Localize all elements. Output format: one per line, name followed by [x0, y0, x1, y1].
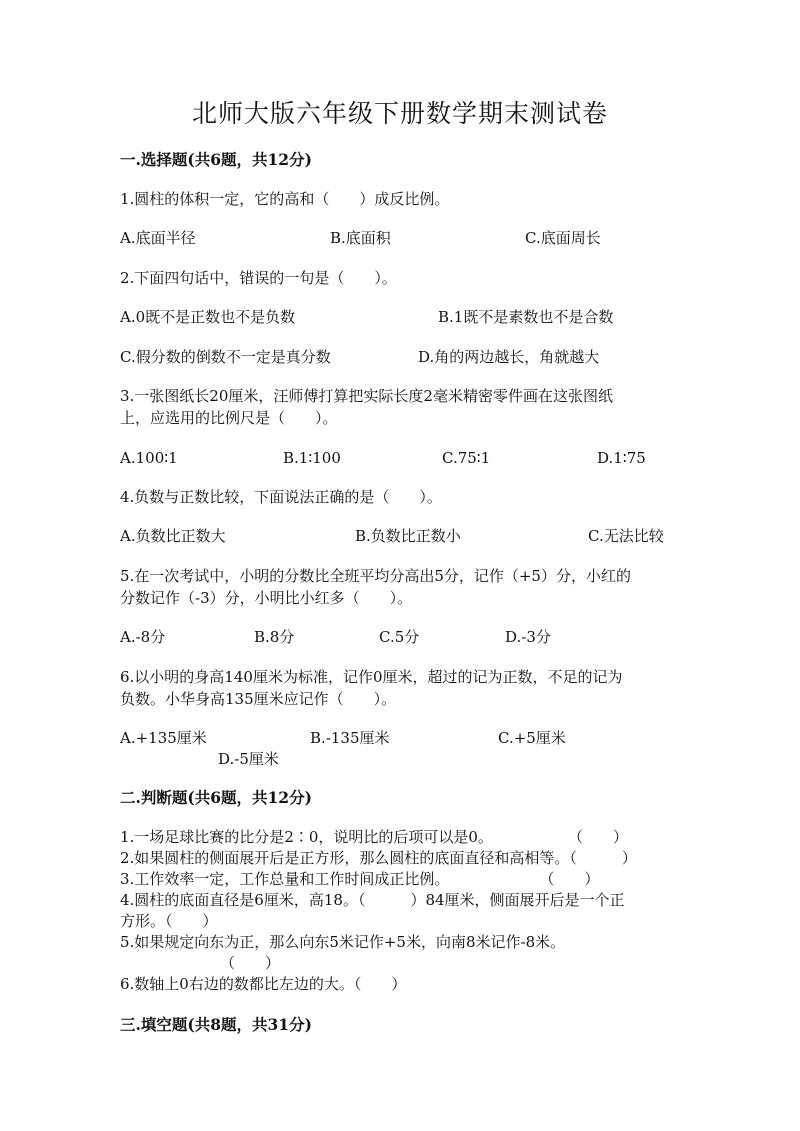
question-1-option-b: B.底面积 [330, 229, 391, 247]
judgement-item-4-line1: 4.圆柱的底面直径是6厘米，高18。（ ）84厘米，侧面展开后是一个正 [120, 891, 625, 909]
question-5-stem-line2: 分数记作（-3）分，小明比小红多（ ）。 [120, 589, 413, 607]
judgement-item-6: 6.数轴上0右边的数都比左边的大。（ ） [120, 975, 407, 993]
question-6-option-d: D.-5厘米 [218, 750, 279, 768]
page-title: 北师大版六年级下册数学期末测试卷 [191, 101, 608, 128]
judgement-item-1: 1.一场足球比赛的比分是2∶0，说明比的后项可以是0。 （ ） [120, 828, 628, 846]
question-6-stem-line2: 负数。小华身高135厘米应记作（ ）。 [120, 690, 397, 708]
question-4-option-b: B.负数比正数小 [355, 527, 461, 545]
question-5-option-a: A.-8分 [120, 628, 166, 646]
question-1-option-c: C.底面周长 [525, 229, 601, 247]
question-5-stem-line1: 5.在一次考试中，小明的分数比全班平均分高出5分，记作（+5）分，小红的 [120, 567, 631, 585]
section-heading-judgement: 二.判断题(共6题，共12分) [120, 788, 312, 807]
section-heading-fill-in: 三.填空题(共8题，共31分) [120, 1015, 312, 1034]
question-2-option-b: B.1既不是素数也不是合数 [438, 308, 614, 326]
question-5-option-c: C.5分 [379, 628, 420, 646]
question-2-option-c: C.假分数的倒数不一定是真分数 [120, 348, 331, 366]
section-heading-choice: 一.选择题(共6题，共12分) [120, 150, 312, 169]
question-2-option-d: D.角的两边越长，角就越大 [418, 348, 600, 366]
question-4-option-a: A.负数比正数大 [120, 527, 226, 545]
judgement-item-5-line1: 5.如果规定向东为正，那么向东5米记作+5米，向南8米记作-8米。 [120, 933, 566, 951]
question-1-stem: 1.圆柱的体积一定，它的高和（ ）成反比例。 [120, 190, 450, 208]
question-5-option-b: B.8分 [254, 628, 295, 646]
question-6-option-a: A.+135厘米 [120, 729, 207, 747]
question-6-stem-line1: 6.以小明的身高140厘米为标准，记作0厘米，超过的记为正数，不足的记为 [120, 668, 623, 686]
question-2-stem: 2.下面四句话中，错误的一句是（ ）。 [120, 269, 397, 287]
question-5-option-d: D.-3分 [505, 628, 551, 646]
judgement-item-5-line2: （ ） [220, 954, 281, 972]
question-6-option-b: B.-135厘米 [310, 729, 390, 747]
question-3-stem-line1: 3.一张图纸长20厘米，汪师傅打算把实际长度2毫米精密零件画在这张图纸 [120, 387, 613, 405]
judgement-item-2: 2.如果圆柱的侧面展开后是正方形，那么圆柱的底面直径和高相等。（ ） [120, 849, 637, 867]
question-4-stem: 4.负数与正数比较，下面说法正确的是（ ）。 [120, 488, 442, 506]
question-2-option-a: A.0既不是正数也不是负数 [120, 308, 296, 326]
question-1-option-a: A.底面半径 [120, 229, 196, 247]
question-3-option-d: D.1∶75 [597, 449, 646, 467]
question-3-option-c: C.75∶1 [442, 449, 491, 467]
question-3-option-a: A.100∶1 [120, 449, 178, 467]
judgement-item-3: 3.工作效率一定，工作总量和工作时间成正比例。 （ ） [120, 870, 600, 888]
question-3-option-b: B.1∶100 [283, 449, 341, 467]
question-4-option-c: C.无法比较 [588, 527, 664, 545]
question-6-option-c: C.+5厘米 [498, 729, 566, 747]
question-3-stem-line2: 上，应选用的比例尺是（ ）。 [120, 409, 338, 427]
judgement-item-4-line2: 方形。（ ） [120, 912, 218, 930]
